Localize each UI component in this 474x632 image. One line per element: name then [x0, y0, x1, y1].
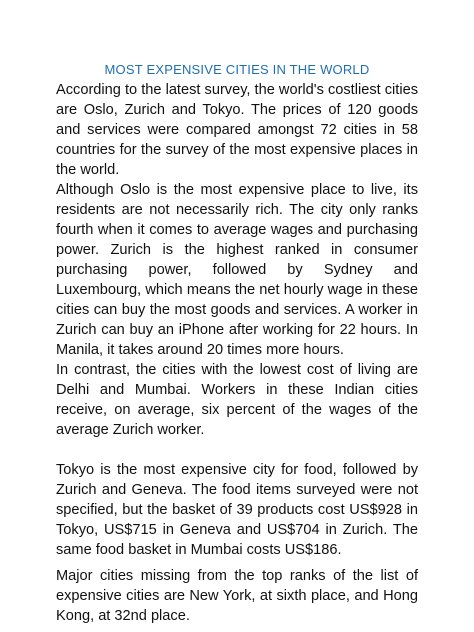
paragraph-oslo-wages: Although Oslo is the most expensive place to live, its residents are not necessarily rich. The city only ranks fourth when it comes to average wages and purchasing power. Zurich is the highest ranked in consumer purchasing power, followed by Sydney and Luxembourg, which means the net hourly wage in these cities can buy the most goods and services. A worker in Zurich can buy an iPhone after working for 22 hours. In Manila, it takes around 20 times more hours.: [56, 182, 418, 358]
document-page: [56, 62, 418, 626]
paragraph-food-costs: Tokyo is the most expensive city for food, followed by Zurich and Geneva. The food items surveyed were not specified, but the basket of 39 products cost US$928 in Tokyo, US$715 in Geneva and US$704 in Zurich. The same food basket in Mumbai costs US$186.: [56, 462, 418, 558]
paragraph-lowest-cost: In contrast, the cities with the lowest cost of living are Delhi and Mumbai. Workers in these Indian cities receive, on average, six percent of the wages of the average Zurich worker.: [56, 362, 418, 438]
paragraph-missing-cities: Major cities missing from the top ranks of the list of expensive cities are New York, at sixth place, and Hong Kong, at 32nd place.: [56, 568, 418, 624]
document-title: MOST EXPENSIVE CITIES IN THE WORLD: [104, 62, 370, 77]
paragraph-survey: According to the latest survey, the world's costliest cities are Oslo, Zurich and Tokyo. The prices of 120 goods and services were compared amongst 72 cities in 58 countries for the survey of the most expensive places in the world.: [56, 82, 418, 178]
